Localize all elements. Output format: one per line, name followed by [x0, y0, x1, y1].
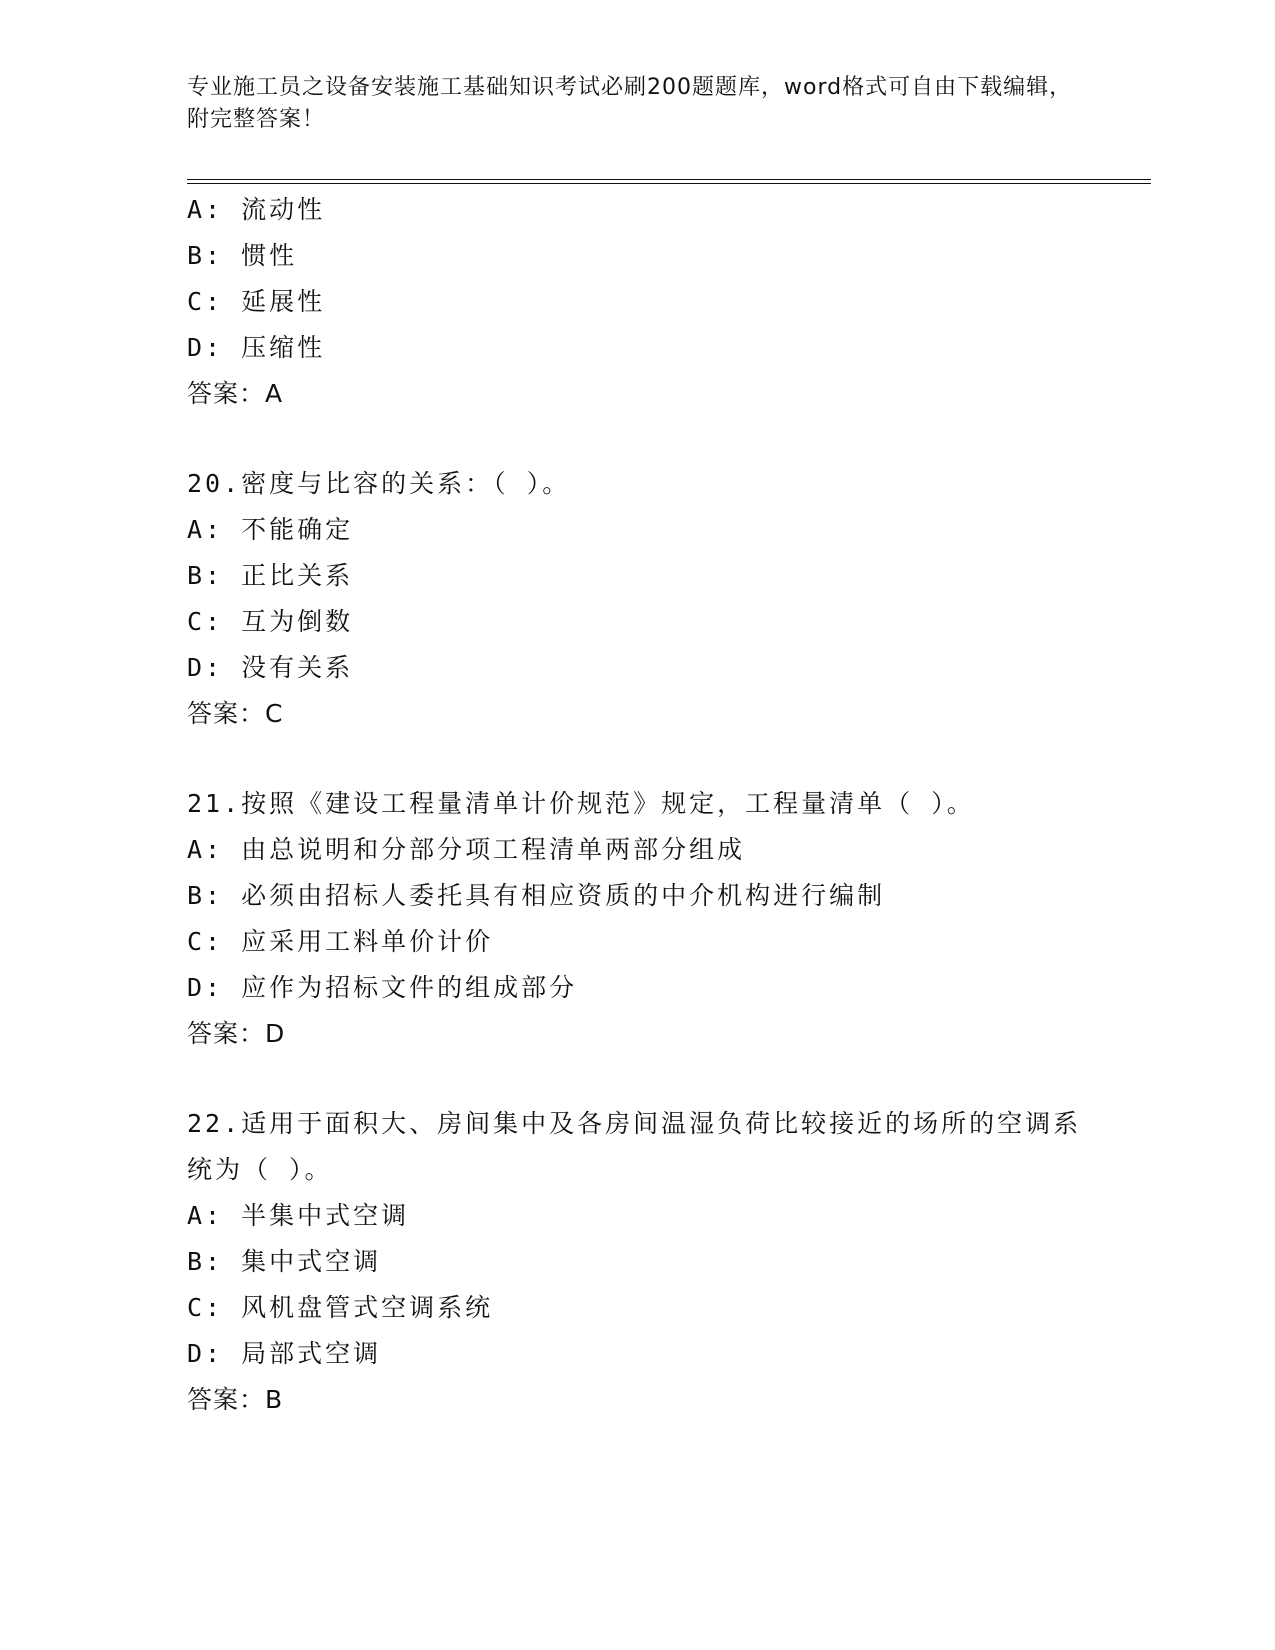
option-b: B: 必须由招标人委托具有相应资质的中介机构进行编制 — [187, 881, 886, 910]
option-d: D: 应作为招标文件的组成部分 — [187, 973, 578, 1002]
option-c: C: 风机盘管式空调系统 — [187, 1293, 494, 1322]
question-block-partial — [187, 187, 1087, 417]
question-block-22 — [187, 1101, 1087, 1423]
question-stem: 22.适用于面积大、房间集中及各房间温湿负荷比较接近的场所的空调系统为（ ）。 — [187, 1109, 1082, 1184]
option-d: D: 没有关系 — [187, 653, 354, 682]
header-divider-bottom — [187, 183, 1151, 184]
option-d: D: 压缩性 — [187, 333, 326, 362]
option-a: A: 不能确定 — [187, 515, 354, 544]
answer-line: 答案：D — [187, 1019, 286, 1048]
option-d: D: 局部式空调 — [187, 1339, 382, 1368]
option-a: A: 流动性 — [187, 195, 326, 224]
answer-line: 答案：C — [187, 699, 284, 728]
option-b: B: 惯性 — [187, 241, 298, 270]
option-b: B: 集中式空调 — [187, 1247, 382, 1276]
question-stem: 21.按照《建设工程量清单计价规范》规定，工程量清单（ ）。 — [187, 789, 975, 818]
answer-line: 答案：B — [187, 1385, 284, 1414]
document-header: 专业施工员之设备安装施工基础知识考试必刷200题题库，word格式可自由下载编辑，附完整答案！ — [187, 75, 1073, 132]
option-a: A: 半集中式空调 — [187, 1201, 410, 1230]
question-block-20 — [187, 461, 1087, 737]
header-divider-top — [187, 179, 1151, 180]
option-a: A: 由总说明和分部分项工程清单两部分组成 — [187, 835, 746, 864]
option-c: C: 应采用工料单价计价 — [187, 927, 494, 956]
option-c: C: 互为倒数 — [187, 607, 354, 636]
question-list — [187, 187, 1087, 1423]
question-block-21 — [187, 781, 1087, 1057]
answer-line: 答案：A — [187, 379, 284, 408]
question-stem: 20.密度与比容的关系：（ ）。 — [187, 469, 571, 498]
option-b: B: 正比关系 — [187, 561, 354, 590]
option-c: C: 延展性 — [187, 287, 326, 316]
